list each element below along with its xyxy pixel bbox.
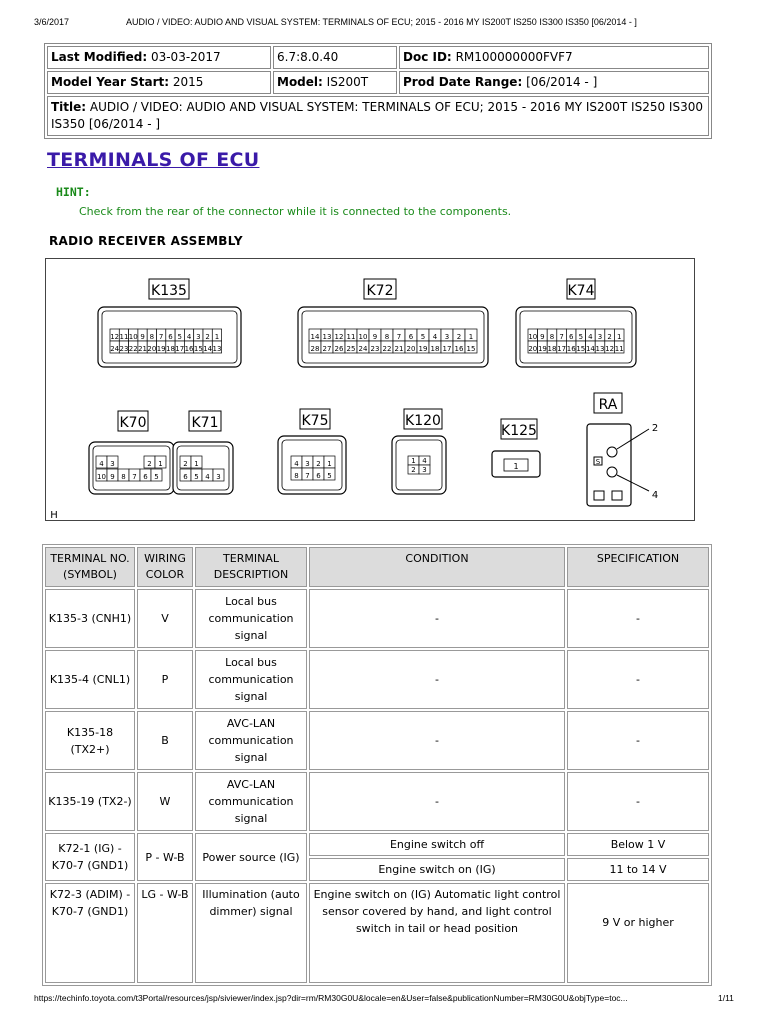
- k120-pin-number: 3: [422, 466, 427, 474]
- k75-pin-number: 5: [327, 472, 332, 480]
- specification-cell: -: [567, 711, 709, 770]
- table-row: [45, 833, 709, 856]
- k74-pin-number: 9: [540, 333, 545, 341]
- k70-pin-number: 10: [97, 473, 106, 481]
- k72-pin-number: 5: [420, 333, 426, 341]
- table-row: [45, 711, 709, 770]
- k70-label-text: K70: [119, 415, 147, 431]
- k74-pin-number: 5: [578, 333, 584, 341]
- specification-cell: -: [567, 772, 709, 831]
- ra-latch-right: [612, 491, 622, 500]
- k74-pin-number: 4: [588, 333, 593, 341]
- k71-bottom-pin-number: 6: [183, 473, 188, 481]
- k75-pin-number: 2: [316, 460, 321, 468]
- description-cell: Illumination (auto dimmer) signal: [195, 883, 307, 983]
- k135-pin-number: 3: [196, 333, 201, 341]
- header-terminal: TERMINAL NO. (SYMBOL): [45, 547, 135, 587]
- k135-pin-number: 1: [214, 333, 220, 341]
- k135-pin-number: 11: [119, 333, 129, 341]
- k74-pin-number: 2: [607, 333, 612, 341]
- k135-pin-number: 16: [184, 345, 194, 353]
- k70-top-b-pin-number: 1: [158, 460, 163, 468]
- terminal-cell: K135-3 (CNH1): [45, 589, 135, 648]
- k71-pin-number: 1: [194, 460, 199, 468]
- condition-cell: -: [309, 711, 565, 770]
- k72-pin-number: 16: [454, 345, 464, 353]
- k72-pin-number: 3: [444, 333, 450, 341]
- k71-bottom-pin-number: 4: [205, 473, 210, 481]
- print-date: 3/6/2017: [34, 17, 70, 27]
- k71-bottom-pin-number: 5: [194, 473, 199, 481]
- ra-pin-4-number: 4: [651, 490, 659, 501]
- k72-pin-number: 19: [418, 345, 428, 353]
- k120-pin-number: 4: [422, 457, 427, 465]
- condition-cell: Engine switch on (IG) Automatic light control sensor covered by hand, and light control switch in tail or head position: [309, 883, 565, 983]
- k72-pin-number: 18: [430, 345, 440, 353]
- k125-label-text: K125: [501, 423, 537, 439]
- specification-cell: Below 1 V: [567, 833, 709, 856]
- k71-pin-number: 2: [183, 460, 188, 468]
- k135-pin-number: 24: [110, 345, 120, 353]
- k120-pin-number: 1: [411, 457, 416, 465]
- description-cell: AVC-LAN communication signal: [195, 772, 307, 831]
- terminal-cell: K135-18 (TX2+): [45, 711, 135, 770]
- section-title: RADIO RECEIVER ASSEMBLY: [49, 234, 243, 248]
- specification-cell: 11 to 14 V: [567, 858, 709, 881]
- k135-pin-number: 7: [158, 333, 164, 341]
- k74-pin-number: 17: [557, 345, 567, 353]
- model-cell: Model: IS200T: [273, 71, 397, 94]
- k135-pin-number: 20: [147, 345, 157, 353]
- k135-pin-number: 18: [165, 345, 175, 353]
- print-title: AUDIO / VIDEO: AUDIO AND VISUAL SYSTEM: TERMINALS OF ECU; 2015 - 2016 MY IS200T IS250 IS300 IS350 [06/2014 - ]: [126, 17, 637, 27]
- ra-label-text: RA: [598, 397, 618, 413]
- k70-top-a-pin-number: 3: [110, 460, 115, 468]
- footer-url[interactable]: https://techinfo.toyota.com/t3Portal/resources/jsp/siviewer/index.jsp?dir=rm/RM30G0U&locale=en&User=false&publicationNumber=RM30G0U&objType=toc...: [34, 993, 628, 1003]
- model-year-cell: Model Year Start: 2015: [47, 71, 271, 94]
- condition-cell: -: [309, 589, 565, 648]
- k72-pin-number: 28: [310, 345, 320, 353]
- ra-mark-text: S: [595, 458, 601, 466]
- k75-pin-number: 8: [294, 472, 299, 480]
- hint-label: HINT:: [56, 185, 91, 199]
- k74-pin-number: 3: [597, 333, 603, 341]
- k135-pin-number: 2: [205, 333, 210, 341]
- k135-pin-number: 13: [212, 345, 222, 353]
- header-wiring-color: WIRING COLOR: [137, 547, 193, 587]
- k72-pin-number: 24: [358, 345, 368, 353]
- k120-pin-number: 2: [411, 466, 416, 474]
- wiring-color-cell: B: [137, 711, 193, 770]
- k72-pin-number: 4: [432, 333, 438, 341]
- k72-pin-number: 9: [372, 333, 378, 341]
- condition-cell: Engine switch on (IG): [309, 858, 565, 881]
- description-cell: AVC-LAN communication signal: [195, 711, 307, 770]
- k135-pin-number: 22: [128, 345, 138, 353]
- terminal-cell: K135-19 (TX2-): [45, 772, 135, 831]
- condition-cell: -: [309, 772, 565, 831]
- terminal-cell: K135-4 (CNL1): [45, 650, 135, 709]
- table-row: [45, 883, 709, 983]
- terminal-cell: K72-1 (IG) - K70-7 (GND1): [45, 833, 135, 881]
- terminal-cell: K72-3 (ADIM) - K70-7 (GND1): [45, 883, 135, 983]
- k74-label-text: K74: [567, 283, 595, 299]
- k72-pin-number: 2: [456, 333, 462, 341]
- k72-pin-number: 14: [310, 333, 320, 341]
- header-specification: SPECIFICATION: [567, 547, 709, 587]
- k74-pin-number: 13: [595, 345, 605, 353]
- k74-pin-number: 15: [576, 345, 586, 353]
- k71-label-text: K71: [191, 415, 219, 431]
- document-meta-table: [44, 43, 712, 139]
- last-modified-cell: Last Modified: 03-03-2017: [47, 46, 271, 69]
- k72-pin-number: 6: [408, 333, 414, 341]
- k70-top-a-pin-number: 4: [99, 460, 104, 468]
- k72-pin-number: 23: [370, 345, 380, 353]
- k125-pin-number: 1: [513, 462, 519, 471]
- k74-pin-number: 20: [528, 345, 538, 353]
- ra-pin-2-circle: [607, 447, 617, 457]
- wiring-color-cell: LG - W-B: [137, 883, 193, 983]
- k70-pin-number: 7: [132, 473, 137, 481]
- footer-page-number: 1/11: [718, 993, 734, 1003]
- description-cell: Local bus communication signal: [195, 589, 307, 648]
- k135-pin-number: 12: [110, 333, 120, 341]
- wiring-color-cell: P: [137, 650, 193, 709]
- prod-date-cell: Prod Date Range: [06/2014 - ]: [399, 71, 709, 94]
- ra-pin-2-number: 2: [651, 423, 659, 434]
- connector-diagram-svg: [46, 259, 696, 522]
- k72-pin-number: 8: [384, 333, 390, 341]
- specification-cell: -: [567, 650, 709, 709]
- k75-pin-number: 1: [327, 460, 332, 468]
- k72-pin-number: 7: [396, 333, 402, 341]
- doc-id-cell: Doc ID: RM100000000FVF7: [399, 46, 709, 69]
- k135-pin-number: 10: [128, 333, 138, 341]
- k74-pin-number: 7: [559, 333, 564, 341]
- k135-pin-number: 15: [193, 345, 203, 353]
- description-cell: Power source (IG): [195, 833, 307, 881]
- k70-top-b-pin-number: 2: [147, 460, 152, 468]
- connector-diagram: [45, 258, 695, 521]
- k74-pin-number: 12: [605, 345, 615, 353]
- header-condition: CONDITION: [309, 547, 565, 587]
- k74-pin-number: 16: [566, 345, 576, 353]
- ra-pin-4-circle: [607, 467, 617, 477]
- k135-pin-number: 4: [186, 333, 192, 341]
- k72-pin-number: 13: [322, 333, 332, 341]
- k72-pin-number: 15: [466, 345, 476, 353]
- k135-label-text: K135: [151, 283, 187, 299]
- k70-pin-number: 5: [154, 473, 159, 481]
- k72-pin-number: 11: [346, 333, 356, 341]
- k120-label-text: K120: [405, 413, 441, 429]
- hint-text: Check from the rear of the connector while it is connected to the components.: [79, 205, 512, 218]
- k135-pin-number: 21: [138, 345, 148, 353]
- k74-pin-number: 10: [528, 333, 538, 341]
- k74-pin-number: 14: [585, 345, 595, 353]
- wiring-color-cell: V: [137, 589, 193, 648]
- k70-pin-number: 9: [110, 473, 115, 481]
- k72-pin-number: 21: [394, 345, 404, 353]
- page-title[interactable]: TERMINALS OF ECU: [47, 149, 260, 171]
- k135-pin-number: 6: [168, 333, 173, 341]
- k70-pin-number: 8: [121, 473, 126, 481]
- k72-pin-number: 17: [442, 345, 452, 353]
- k72-label-text: K72: [366, 283, 394, 299]
- condition-cell: Engine switch off: [309, 833, 565, 856]
- k75-pin-number: 4: [294, 460, 299, 468]
- k135-pin-number: 19: [156, 345, 166, 353]
- k70-pin-number: 6: [143, 473, 148, 481]
- k135-pin-number: 8: [149, 333, 155, 341]
- k135-pin-number: 14: [203, 345, 213, 353]
- terminal-spec-table: [42, 544, 712, 986]
- k135-pin-number: 5: [177, 333, 182, 341]
- k135-pin-number: 17: [175, 345, 185, 353]
- k72-pin-number: 10: [358, 333, 368, 341]
- k135-pin-number: 9: [140, 333, 145, 341]
- specification-cell: -: [567, 589, 709, 648]
- k72-pin-number: 27: [322, 345, 332, 353]
- k75-pin-number: 7: [305, 472, 310, 480]
- k72-pin-number: 25: [346, 345, 356, 353]
- table-row: [45, 650, 709, 709]
- ra-latch-left: [594, 491, 604, 500]
- k72-pin-number: 1: [468, 333, 474, 341]
- k74-pin-number: 8: [549, 333, 555, 341]
- k74-pin-number: 18: [547, 345, 557, 353]
- table-header-row: [45, 547, 709, 587]
- table-row: [45, 772, 709, 831]
- diagram-corner-label: H: [50, 510, 58, 521]
- k72-pin-number: 12: [334, 333, 344, 341]
- k72-pin-number: 22: [382, 345, 392, 353]
- k135-pin-number: 23: [119, 345, 129, 353]
- version-cell: 6.7:8.0.40: [273, 46, 397, 69]
- k75-label-text: K75: [301, 413, 329, 429]
- k75-pin-number: 3: [305, 460, 310, 468]
- k74-pin-number: 1: [616, 333, 622, 341]
- header-terminal-description: TERMINAL DESCRIPTION: [195, 547, 307, 587]
- k74-pin-number: 11: [614, 345, 624, 353]
- k72-pin-number: 20: [406, 345, 416, 353]
- k72-pin-number: 26: [334, 345, 344, 353]
- wiring-color-cell: P - W-B: [137, 833, 193, 881]
- condition-cell: -: [309, 650, 565, 709]
- k75-pin-number: 6: [316, 472, 321, 480]
- description-cell: Local bus communication signal: [195, 650, 307, 709]
- k74-pin-number: 6: [568, 333, 574, 341]
- specification-cell: 9 V or higher: [567, 883, 709, 983]
- k74-pin-number: 19: [537, 345, 547, 353]
- wiring-color-cell: W: [137, 772, 193, 831]
- k71-bottom-pin-number: 3: [216, 473, 221, 481]
- table-row: [45, 589, 709, 648]
- title-cell: Title: AUDIO / VIDEO: AUDIO AND VISUAL SYSTEM: TERMINALS OF ECU; 2015 - 2016 MY IS200T IS250 IS300 IS350 [06/2014 - ]: [47, 96, 709, 136]
